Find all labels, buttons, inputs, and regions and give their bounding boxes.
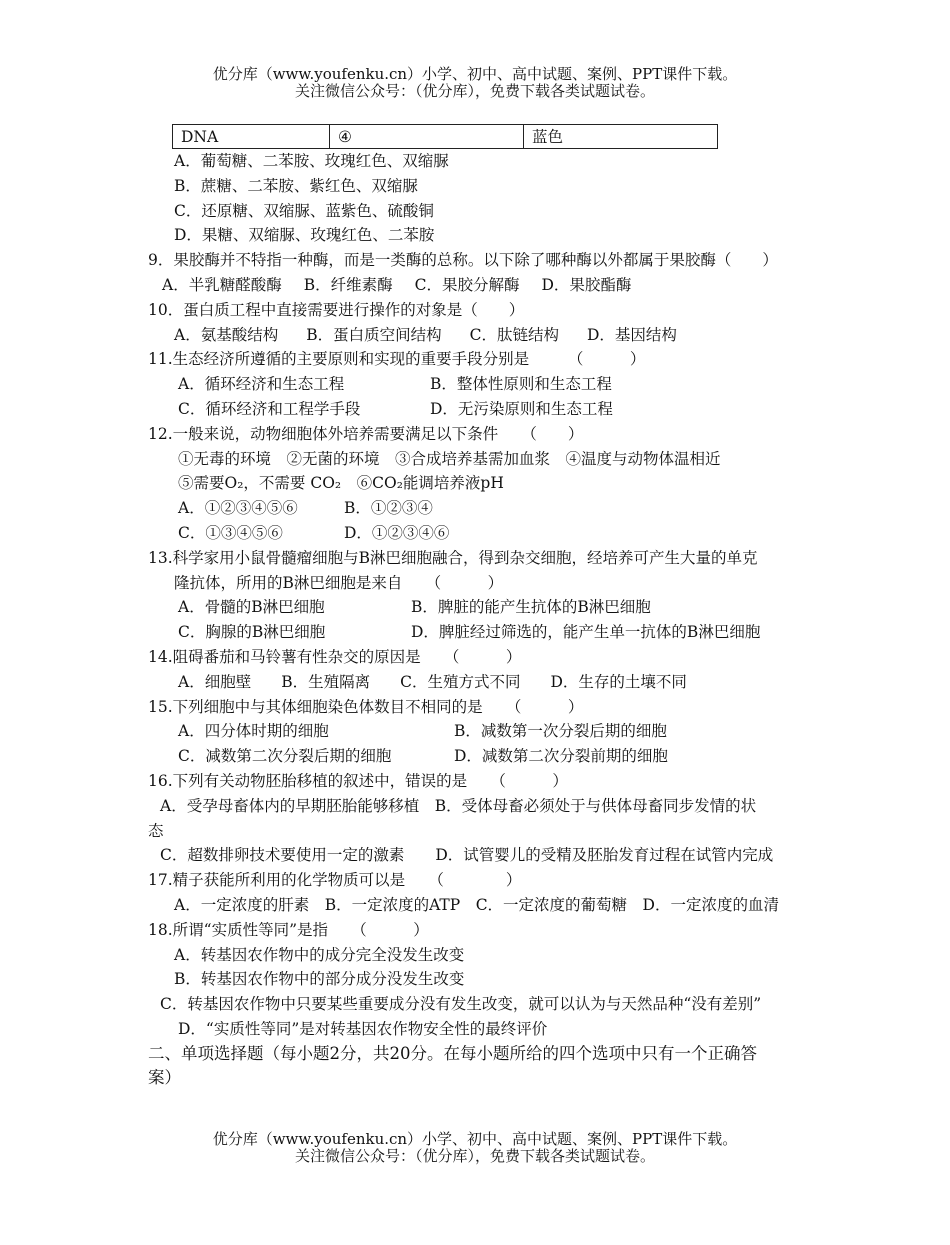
question-9 [148,248,818,298]
question-11 [148,347,818,421]
option-b: B．蔗糖、二苯胺、紫红色、双缩脲 [174,176,418,195]
option-b: B．蛋白质空间结构 [306,325,442,344]
header-line-1: 优分库（www.youfenku.cn）小学、初中、高中试题、案例、PPT课件下载。 [212,65,738,83]
option-b: B．脾脏的能产生抗体的B淋巴细胞 [411,598,651,617]
page-footer [0,1131,950,1165]
option-b: B．转基因农作物中的部分成分没发生改变 [174,970,465,989]
option-b: B．纤维素酶 [303,275,393,294]
page-header [0,66,950,100]
question-stem: 15.下列细胞中与其体细胞染色体数目不相同的是 （ ） [148,697,584,716]
question-12 [148,422,818,546]
section-2-heading [148,1042,818,1092]
options-line-1: A．受孕母畜体内的早期胚胎能够移植 B．受体母畜必须处于与供体母畜同步发情的状 [160,796,757,815]
question-stem: 12.一般来说，动物细胞体外培养需要满足以下条件 （ ） [148,424,584,443]
option-a: A．①②③④⑤⑥ [178,499,298,518]
question-stem: 17.精子获能所利用的化学物质可以是 （ ） [148,871,522,890]
document-body [148,124,818,1091]
section-heading-line-2: 案） [148,1068,181,1088]
question-stem-line-1: 13.科学家用小鼠骨髓瘤细胞与B淋巴细胞融合，得到杂交细胞，经培养可产生大量的单克 [148,548,758,567]
option-c: C．转基因农作物中只要某些重要成分没有发生改变，就可以认为与天然品种“没有差别” [160,995,762,1014]
option-d: D．减数第二次分裂前期的细胞 [454,747,668,766]
option-c: C．果胶分解酶 [414,275,520,294]
option-d: D．基因结构 [586,325,677,344]
option-d: D．果胶酯酶 [541,275,632,294]
question-10 [148,298,818,348]
option-a: A．细胞壁 [178,672,252,691]
question-stem-line-2: 隆抗体，所用的B淋巴细胞是来自 （ ） [174,573,504,592]
option-b: B．减数第一次分裂后期的细胞 [454,722,667,741]
question-14 [148,645,818,695]
option-b: B．整体性原则和生态工程 [430,375,612,394]
option-c: C．胸腺的B淋巴细胞 [178,623,326,642]
table-cell-color: 蓝色 [524,125,718,149]
option-c: C．肽链结构 [469,325,559,344]
option-d: D．脾脏经过筛选的，能产生单一抗体的B淋巴细胞 [411,623,761,642]
footer-line-2: 关注微信公众号：（优分库），免费下载各类试题试卷。 [294,1147,655,1165]
option-a: A．循环经济和生态工程 [178,375,345,394]
condition-line-2: ⑤需要O₂，不需要 CO₂ ⑥CO₂能调培养液pH [178,474,504,493]
option-c: C．减数第二次分裂后期的细胞 [178,747,392,766]
option-d: D．生存的土壤不同 [550,672,687,691]
question-13 [148,546,818,645]
option-d: D．“实质性等同”是对转基因农作物安全性的最终评价 [178,1019,548,1038]
section-heading-line-1: 二、单项选择题（每小题2分，共20分。在每小题所给的四个选项中只有一个正确答 [148,1043,757,1063]
option-d: D．①②③④⑥ [344,523,450,542]
option-b: B．生殖隔离 [281,672,371,691]
question-8-options [148,149,818,248]
question-stem: 18.所谓“实质性等同”是指 （ ） [148,920,429,939]
option-c: C．①③④⑤⑥ [178,523,283,542]
options-line: A．一定浓度的肝素 B．一定浓度的ATP C．一定浓度的葡萄糖 D．一定浓度的血清 [174,895,779,914]
option-a: A．葡萄糖、二苯胺、玫瑰红色、双缩脲 [174,152,449,170]
option-a: A．四分体时期的细胞 [178,722,329,741]
option-c: C．循环经济和工程学手段 [178,399,361,418]
question-15 [148,695,818,769]
table-cell-substance: DNA [173,125,330,149]
question-stem: 10．蛋白质工程中直接需要进行操作的对象是（ ） [148,300,525,319]
option-a: A．半乳糖醛酸酶 [162,275,282,294]
option-a: A．骨髓的B淋巴细胞 [178,598,325,617]
option-c: C．还原糖、双缩脲、蓝紫色、硫酸铜 [174,201,434,220]
question-17 [148,868,818,918]
option-d: D．果糖、双缩脲、玫瑰红色、二苯胺 [174,226,435,245]
option-c: C．生殖方式不同 [400,672,521,691]
question-stem: 16.下列有关动物胚胎移植的叙述中，错误的是 （ ） [148,771,568,790]
question-stem: 9．果胶酶并不特指一种酶，而是一类酶的总称。以下除了哪种酶以外都属于果胶酶（ ） [148,251,778,270]
table-cell-reagent: ④ [330,125,524,149]
reagent-table [172,124,718,149]
option-a: A．氨基酸结构 [174,325,279,344]
question-stem: 14.阻碍番茄和马铃薯有性杂交的原因是 （ ） [148,647,522,666]
option-b: B．①②③④ [344,499,433,518]
question-18 [148,918,818,1042]
options-line-3: C．超数排卵技术要使用一定的激素 D．试管婴儿的受精及胚胎发育过程在试管内完成 [160,846,774,865]
footer-line-1: 优分库（www.youfenku.cn）小学、初中、高中试题、案例、PPT课件下载。 [212,1130,738,1148]
question-stem: 11.生态经济所遵循的主要原则和实现的重要手段分别是 （ ） [148,350,646,369]
option-d: D．无污染原则和生态工程 [430,399,613,418]
header-line-2: 关注微信公众号：（优分库），免费下载各类试题试卷。 [294,82,655,100]
question-16 [148,769,818,868]
table-row [173,125,718,149]
option-a: A．转基因农作物中的成分完全没发生改变 [174,945,465,964]
condition-line-1: ①无毒的环境 ②无菌的环境 ③合成培养基需加血浆 ④温度与动物体温相近 [178,449,721,468]
options-line-2: 态 [148,821,164,840]
